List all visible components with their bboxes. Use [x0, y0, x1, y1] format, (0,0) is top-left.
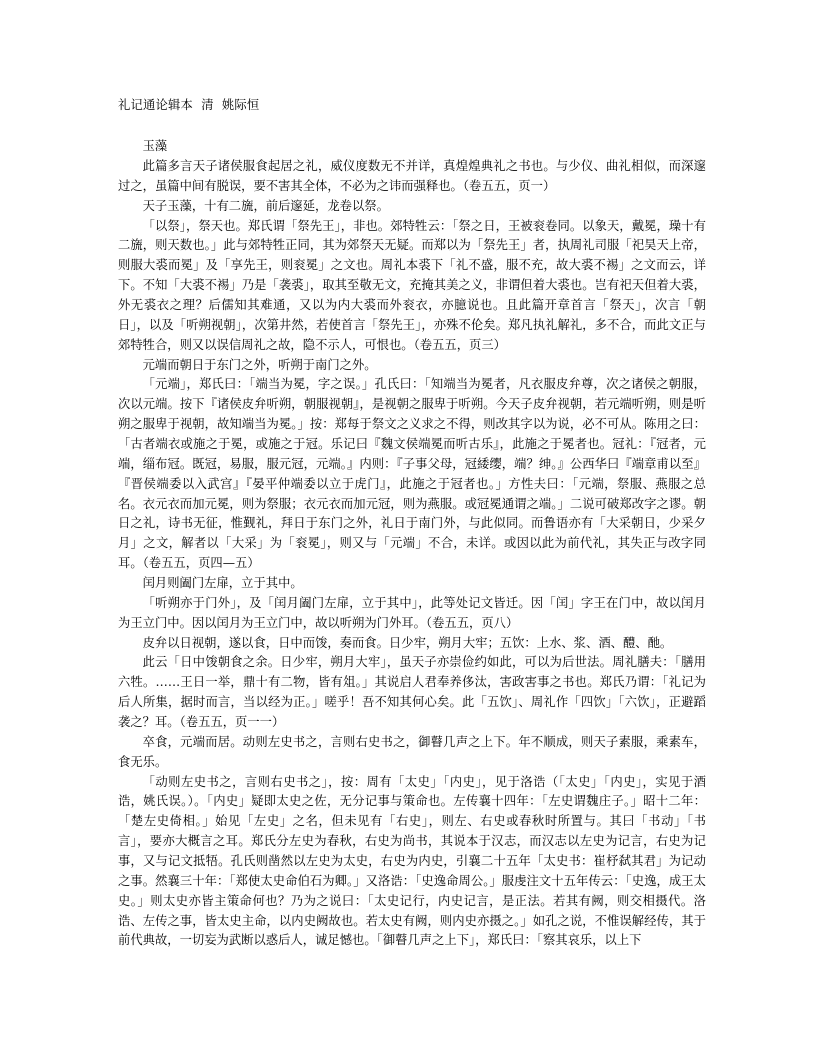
paragraph: 「听朔亦于门外」，及「闰月阖门左扉，立于其中」，此等处记文皆迁。因「闰」字王在门中，故以闰月为王立门中。因以闰月为王立门中，故以听朔为门外耳。（卷五五，页八） [118, 595, 706, 630]
paragraph: 「以祭」，祭天也。郑氏谓「祭先王」，非也。郊特牲云：「祭之日，王被衮卷同。以象天，戴冕，璪十有二旒，则天数也。」此与郊特牲正同，其为郊祭天无疑。而郑以为「祭先王」者，执周礼司服「祀昊天上帝，则服大裘而冕」及「享先王，则衮冕」之文也。周礼本裘下「礼不盛，服不充，故大裘不裼」之文而云，详下。不知「大裘不裼」乃是「袭裘」，取其至敬无文，充掩其美之义，非谓但着大裘也。岂有祀天但着大裘，外无裘衣之理？后儒知其难通，又以为内大裘而外衮衣，亦臆说也。且此篇开章首言「祭天」，次言「朝日」，以及「听朔视朝」，次第井然，若使首言「祭先王」，亦殊不伦矣。郑凡执礼解礼，多不合，而此文正与郊特牲合，则又以误信周礼之故，隐不示人，可恨也。（卷五五，页三） [118, 218, 706, 352]
paragraph: 「动则左史书之，言则右史书之」，按：周有「太史」「内史」，见于洛诰（「太史」「内史」，实见于酒诰，姚氏误。）。「内史」疑即太史之佐，无分记事与策命也。左传襄十四年：「左史谓魏庄子。」昭十二年：「楚左史倚相。」始见「左史」之名，但未见有「右史」，则左、右史或春秋时所置与。其曰「书动」「书言」，要亦大概言之耳。郑氏分左史为春秋，右史为尚书，其说本于汉志，而汉志以左史为记言，右史为记事，又与记文抵牾。孔氏则凿然以左史为太史，右史为内史，引襄二十五年「太史书：崔杼弑其君」为记动之事。然襄三十年：「郑使太史命伯石为卿。」又洛诰：「史逸命周公。」服虔注文十五年传云：「史逸，成王太史。」则太史亦皆主策命何也？乃为之说曰：「太史记行，内史记言，是正法。若其有阙，则交相摄代。洛诰、左传之事，皆太史主命，以内史阙故也。若太史有阙，则内史亦摄之。」如孔之说，不惟误解经传，其于前代典故，一切妄为武断以惑后人，诚足憾也。「御瞽几声之上下」，郑氏曰：「察其哀乐，以上下 [118, 774, 706, 948]
paragraph: 「元端」，郑氏曰：「端当为冕，字之误。」孔氏曰：「知端当为冕者，凡衣服皮弁尊，次之诸侯之朝服，次以元端。按下『诸侯皮弁听朔，朝服视朝』，是视朝之服卑于听朔。今天子皮弁视朝，若元端听朔，则是听朔之服卑于视朝，故知端当为冕。」按：郑每于祭文之义求之不得，则改其字以为说，必不可从。陈用之曰：「古者端衣或施之于冕，或施之于冠。乐记曰『魏文侯端冕而听古乐』，此施之于冕者也。冠礼：『冠者，元端，缁布冠。既冠，易服，服元冠，元端。』内则：『子事父母，冠緌缨，端？绅。』公西华曰『端章甫以至』『晋侯端委以入武宫』『晏平仲端委以立于虎门』，此施之于冠者也。」方性夫曰：「元端，祭服、燕服之总名。衣元衣而加元冕，则为祭服；衣元衣而加元冠，则为燕服。或冠冕通谓之端。」二说可破郑改字之谬。朝日之礼，诗书无征，惟觐礼，拜日于东门之外，礼日于南门外，与此似同。而鲁语亦有「大采朝日，少采夕月」之文，解者以「大采」为「衮冕」，则又与「元端」不合，未详。或因以此为前代礼，其失正与改字同耳。（卷五五，页四—五） [118, 377, 706, 571]
section-heading-yuzao: 玉藻 [142, 139, 168, 154]
paragraph: 元端而朝日于东门之外，听朔于南门之外。 [142, 357, 377, 372]
paragraph: 皮弁以日视朝，遂以食，日中而馂，奏而食。日少牢，朔月大牢；五饮：上水、浆、酒、醴、酏。 [142, 635, 673, 650]
paragraph: 天子玉藻，十有二旒，前后邃延，龙卷以祭。 [142, 198, 389, 213]
title-spacer [118, 115, 706, 137]
paragraph: 此篇多言天子诸侯服食起居之礼，威仪度数无不并详，真煌煌典礼之书也。与少仪、曲礼相似，而深邃过之，虽篇中间有脱误，要不害其全体，不必为之讳而强释也。（卷五五，页一） [118, 158, 706, 193]
paragraph: 此云「日中馂朝食之余。日少牢，朔月大牢」，虽天子亦崇俭约如此，可以为后世法。周礼膳夫：「膳用六牲。……王日一举，鼎十有二物，皆有俎。」其说启人君奉养侈汰，害政害事之书也。郑氏乃谓：「礼记为后人所集，据时而言，当以经为正。」嗟乎！吾不知其何心矣。此「五饮」、周礼作「四饮」「六饮」，正避蹈袭之？耳。（卷五五，页一一） [118, 655, 706, 730]
document-title: 礼记通论辑本 清 姚际恒 [118, 98, 260, 112]
paragraph: 闰月则阖门左扉，立于其中。 [142, 576, 303, 590]
paragraph: 卒食，元端而居。动则左史书之，言则右史书之，御瞽几声之上下。年不顺成，则天子素服，乘素车，食无乐。 [118, 734, 706, 769]
